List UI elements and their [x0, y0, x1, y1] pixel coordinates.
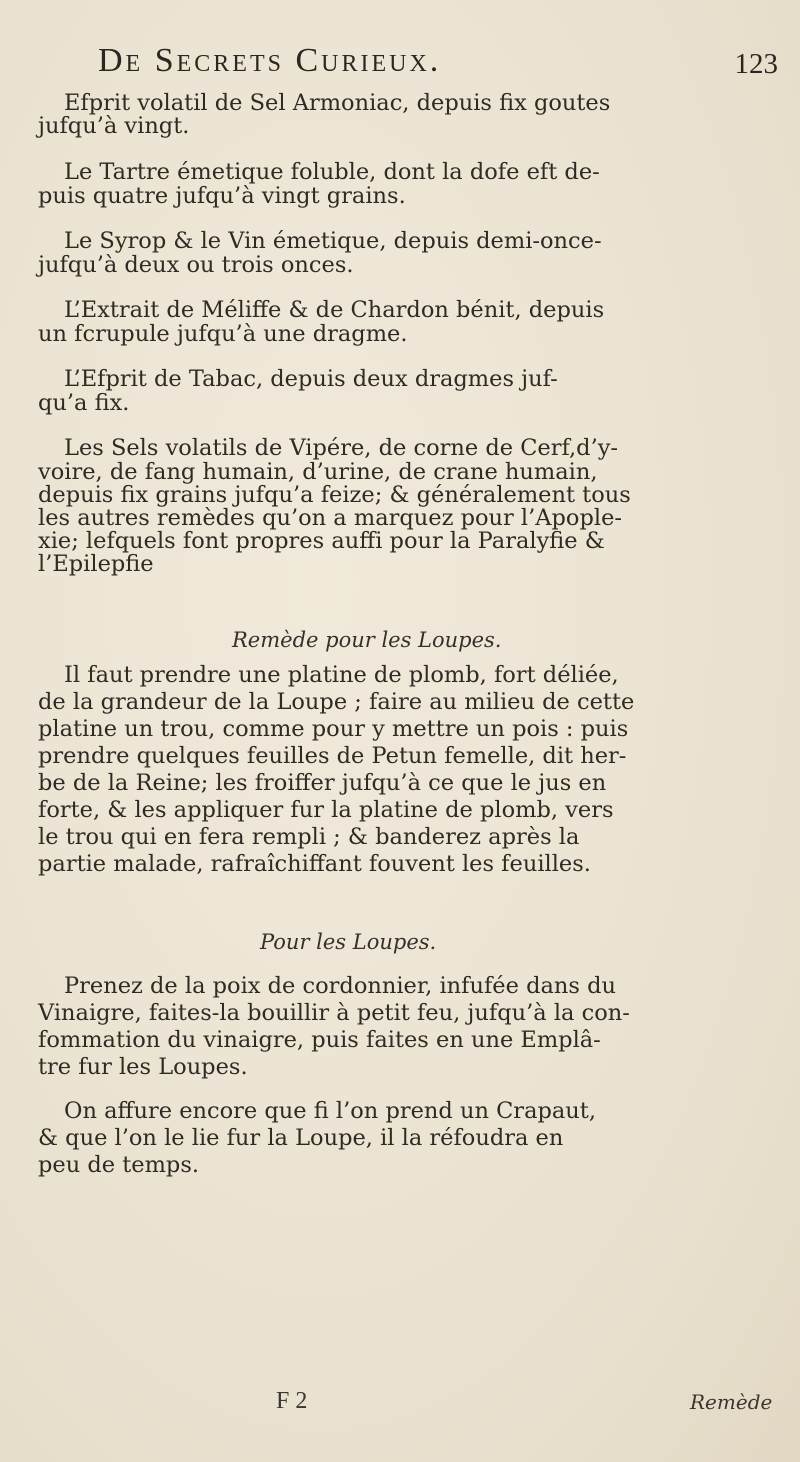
catchword: Remède [690, 1390, 773, 1414]
text-line: forte, & les appliquer fur la platine de plomb, vers [38, 797, 614, 823]
text-line: Le Tartre émetique foluble, dont la dofe eft de- [64, 159, 600, 185]
text-line: fommation du vinaigre, puis faites en une Emplâ- [38, 1027, 601, 1053]
text-line: depuis fix grains jufqu’a feize; & généralement tous [38, 482, 631, 508]
text-line: prendre quelques feuilles de Petun femelle, dit her- [38, 743, 627, 769]
text-line: be de la Reine; les froiffer jufqu’à ce que le jus en [38, 770, 607, 796]
running-title: De Secrets Curieux. [98, 42, 442, 79]
text-line: Vinaigre, faites-la bouillir à petit feu, jufqu’à la con- [38, 1000, 630, 1026]
text-line: partie malade, rafraîchiffant fouvent les feuilles. [38, 851, 591, 877]
text-line: un fcrupule jufqu’à une dragme. [38, 321, 408, 347]
text-line: platine un trou, comme pour y mettre un pois : puis [38, 716, 629, 742]
section-title-pour: Pour les Loupes. [260, 930, 437, 954]
section-title-remede: Remède pour les Loupes. [232, 628, 502, 652]
page-number: 123 [734, 48, 778, 80]
text-line: L’Extrait de Méliffe & de Chardon bénit, depuis [64, 297, 605, 323]
text-line: & que l’on le lie fur la Loupe, il la réfoudra en [38, 1125, 564, 1151]
text-line: Le Syrop & le Vin émetique, depuis demi-once- [64, 228, 602, 254]
text-line: de la grandeur de la Loupe ; faire au milieu de cette [38, 689, 635, 715]
signature-mark: F 2 [276, 1388, 308, 1414]
text-line: xie; lefquels font propres auffi pour la Paralyfie & [38, 528, 605, 554]
text-line: L’Efprit de Tabac, depuis deux dragmes juf- [64, 366, 558, 392]
text-line: voire, de fang humain, d’urine, de crane humain, [38, 459, 598, 485]
text-line: On affure encore que fi l’on prend un Crapaut, [64, 1098, 596, 1124]
text-line: jufqu’à deux ou trois onces. [38, 252, 354, 278]
text-line: Prenez de la poix de cordonnier, infufée dans du [64, 973, 616, 999]
text-line: Les Sels volatils de Vipére, de corne de Cerf,d’y- [64, 435, 619, 461]
text-line: puis quatre jufqu’à vingt grains. [38, 183, 406, 209]
text-line: Il faut prendre une platine de plomb, fort déliée, [64, 662, 619, 688]
text-line: l’Epilepfie [38, 551, 154, 577]
text-line: Efprit volatil de Sel Armoniac, depuis fix goutes [64, 90, 611, 116]
text-line: tre fur les Loupes. [38, 1054, 248, 1080]
text-line: les autres remèdes qu’on a marquez pour l’Apople- [38, 505, 623, 531]
text-line: qu’a fix. [38, 390, 130, 416]
page-header [98, 42, 788, 92]
text-line: jufqu’à vingt. [38, 113, 190, 139]
text-line: peu de temps. [38, 1152, 200, 1178]
text-line: le trou qui en fera rempli ; & banderez après la [38, 824, 580, 850]
